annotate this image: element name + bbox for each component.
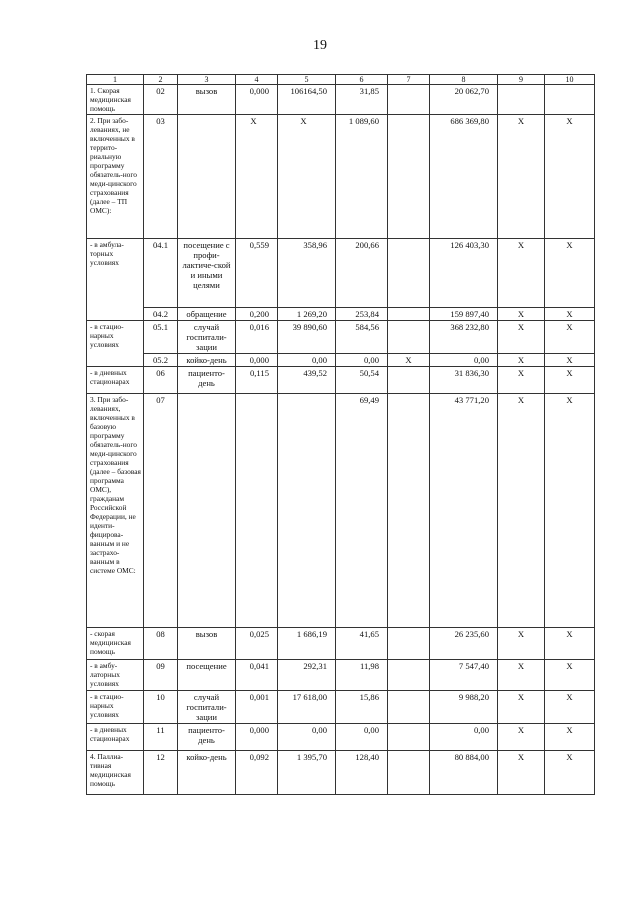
cell-row-number: 10 bbox=[144, 691, 178, 724]
cell-col8: 686 369,80 bbox=[430, 115, 498, 239]
cell-col5 bbox=[278, 394, 336, 628]
cell-row-number: 09 bbox=[144, 660, 178, 691]
table-row bbox=[87, 85, 595, 115]
cell-col5: 1 395,70 bbox=[278, 751, 336, 795]
cell-col6: 0,00 bbox=[336, 724, 388, 751]
cell-col8: 368 232,80 bbox=[430, 321, 498, 354]
cell-col6: 1 089,60 bbox=[336, 115, 388, 239]
cell-col6: 50,54 bbox=[336, 367, 388, 394]
cell-indicator: - в амбу-латорных условиях bbox=[87, 660, 144, 691]
cell-indicator: - в амбула-торных условиях bbox=[87, 239, 144, 321]
table-row bbox=[87, 751, 595, 795]
cell-col9: X bbox=[498, 308, 545, 321]
cell-row-number: 05.1 bbox=[144, 321, 178, 354]
cell-col4: 0,115 bbox=[236, 367, 278, 394]
cell-col4: 0,000 bbox=[236, 724, 278, 751]
cell-unit: койко-день bbox=[178, 751, 236, 795]
cell-col10: X bbox=[545, 628, 595, 660]
cell-row-number: 06 bbox=[144, 367, 178, 394]
cell-col7 bbox=[388, 628, 430, 660]
cell-row-number: 05.2 bbox=[144, 354, 178, 367]
cell-col10 bbox=[545, 85, 595, 115]
cell-col10: X bbox=[545, 724, 595, 751]
cell-col9: X bbox=[498, 354, 545, 367]
header-row bbox=[87, 75, 595, 85]
cell-indicator: - в дневных стационарах bbox=[87, 367, 144, 394]
cell-col8: 20 062,70 bbox=[430, 85, 498, 115]
cell-col5: X bbox=[278, 115, 336, 239]
table-row bbox=[87, 628, 595, 660]
cell-row-number: 04.1 bbox=[144, 239, 178, 308]
cell-unit: пациенто-день bbox=[178, 367, 236, 394]
cell-col9: X bbox=[498, 367, 545, 394]
cell-col8: 126 403,30 bbox=[430, 239, 498, 308]
table-row bbox=[87, 691, 595, 724]
cell-col5: 106164,50 bbox=[278, 85, 336, 115]
cell-col9: X bbox=[498, 751, 545, 795]
cell-col6: 200,66 bbox=[336, 239, 388, 308]
cell-col9: X bbox=[498, 628, 545, 660]
cell-col4: 0,092 bbox=[236, 751, 278, 795]
cell-col6: 41,65 bbox=[336, 628, 388, 660]
header-cell: 5 bbox=[278, 75, 336, 85]
cell-col4: 0,041 bbox=[236, 660, 278, 691]
cell-indicator: - в стацио-нарных условиях bbox=[87, 321, 144, 367]
cell-col5: 0,00 bbox=[278, 724, 336, 751]
cell-col7 bbox=[388, 394, 430, 628]
cell-col10: X bbox=[545, 354, 595, 367]
cell-unit bbox=[178, 394, 236, 628]
table-row bbox=[87, 239, 595, 308]
cell-indicator: - в дневных стационарах bbox=[87, 724, 144, 751]
cell-col8: 43 771,20 bbox=[430, 394, 498, 628]
cell-col8: 159 897,40 bbox=[430, 308, 498, 321]
header-cell: 2 bbox=[144, 75, 178, 85]
cell-col7 bbox=[388, 367, 430, 394]
cell-col7 bbox=[388, 724, 430, 751]
cell-unit: пациенто-день bbox=[178, 724, 236, 751]
table-row bbox=[87, 354, 595, 367]
header-cell: 6 bbox=[336, 75, 388, 85]
cell-col9: X bbox=[498, 239, 545, 308]
cell-row-number: 12 bbox=[144, 751, 178, 795]
cell-col9: X bbox=[498, 660, 545, 691]
cell-col4 bbox=[236, 394, 278, 628]
financing-table bbox=[86, 74, 595, 795]
cell-col7 bbox=[388, 660, 430, 691]
cell-unit: койко-день bbox=[178, 354, 236, 367]
header-cell: 8 bbox=[430, 75, 498, 85]
cell-col7 bbox=[388, 85, 430, 115]
cell-col5: 439,52 bbox=[278, 367, 336, 394]
cell-col6: 128,40 bbox=[336, 751, 388, 795]
cell-indicator: 3. При забо-леваниях, включенных в базовую программу обязатель-ного меди-цинского страхования (далее – базовая программа ОМС), гражданам Российской Федерации, не иденти-фицирова-ванным и не застрахо-ванным в системе ОМС: bbox=[87, 394, 144, 628]
cell-col6: 15,86 bbox=[336, 691, 388, 724]
header-cell: 10 bbox=[545, 75, 595, 85]
cell-col8: 31 836,30 bbox=[430, 367, 498, 394]
table-row bbox=[87, 321, 595, 354]
header-cell: 1 bbox=[87, 75, 144, 85]
cell-col9: X bbox=[498, 115, 545, 239]
table-row bbox=[87, 115, 595, 239]
table-row bbox=[87, 394, 595, 628]
table-row bbox=[87, 660, 595, 691]
cell-row-number: 02 bbox=[144, 85, 178, 115]
cell-col10: X bbox=[545, 367, 595, 394]
cell-col10: X bbox=[545, 751, 595, 795]
cell-col4: 0,016 bbox=[236, 321, 278, 354]
cell-col6: 11,98 bbox=[336, 660, 388, 691]
cell-col5: 358,96 bbox=[278, 239, 336, 308]
cell-col5: 0,00 bbox=[278, 354, 336, 367]
cell-col7: X bbox=[388, 354, 430, 367]
cell-col8: 0,00 bbox=[430, 354, 498, 367]
table-row bbox=[87, 308, 595, 321]
cell-indicator: - в стацио-нарных условиях bbox=[87, 691, 144, 724]
cell-unit: посещение с профи-лактиче-ской и иными целями bbox=[178, 239, 236, 308]
cell-col9: X bbox=[498, 394, 545, 628]
cell-col5: 1 686,19 bbox=[278, 628, 336, 660]
table-row bbox=[87, 724, 595, 751]
header-cell: 7 bbox=[388, 75, 430, 85]
cell-col8: 7 547,40 bbox=[430, 660, 498, 691]
cell-col4: 0,559 bbox=[236, 239, 278, 308]
cell-col8: 26 235,60 bbox=[430, 628, 498, 660]
cell-unit bbox=[178, 115, 236, 239]
cell-col6: 31,85 bbox=[336, 85, 388, 115]
cell-indicator: 2. При забо-леваниях, не включенных в террито-риальную программу обязатель-ного меди-цинского страхования (далее – ТП ОМС): bbox=[87, 115, 144, 239]
cell-col5: 39 890,60 bbox=[278, 321, 336, 354]
cell-unit: обращение bbox=[178, 308, 236, 321]
header-cell: 3 bbox=[178, 75, 236, 85]
cell-col4: 0,025 bbox=[236, 628, 278, 660]
cell-col4: 0,200 bbox=[236, 308, 278, 321]
cell-col10: X bbox=[545, 394, 595, 628]
header-cell: 4 bbox=[236, 75, 278, 85]
header-cell: 9 bbox=[498, 75, 545, 85]
cell-col8: 0,00 bbox=[430, 724, 498, 751]
cell-col9: X bbox=[498, 691, 545, 724]
cell-col10: X bbox=[545, 321, 595, 354]
cell-col4: 0,001 bbox=[236, 691, 278, 724]
cell-col5: 292,31 bbox=[278, 660, 336, 691]
cell-row-number: 03 bbox=[144, 115, 178, 239]
cell-col8: 80 884,00 bbox=[430, 751, 498, 795]
cell-col7 bbox=[388, 691, 430, 724]
cell-col10: X bbox=[545, 239, 595, 308]
cell-col9: X bbox=[498, 321, 545, 354]
cell-col10: X bbox=[545, 308, 595, 321]
cell-row-number: 04.2 bbox=[144, 308, 178, 321]
cell-col7 bbox=[388, 321, 430, 354]
cell-unit: случай госпитали-зации bbox=[178, 321, 236, 354]
cell-col7 bbox=[388, 239, 430, 308]
cell-col7 bbox=[388, 308, 430, 321]
cell-col6: 253,84 bbox=[336, 308, 388, 321]
cell-unit: посещение bbox=[178, 660, 236, 691]
cell-col7 bbox=[388, 115, 430, 239]
cell-indicator: 1. Скорая медицинская помощь bbox=[87, 85, 144, 115]
cell-row-number: 07 bbox=[144, 394, 178, 628]
cell-col5: 17 618,00 bbox=[278, 691, 336, 724]
cell-col5: 1 269,20 bbox=[278, 308, 336, 321]
cell-col10: X bbox=[545, 691, 595, 724]
cell-col9 bbox=[498, 85, 545, 115]
cell-unit: случай госпитали-зации bbox=[178, 691, 236, 724]
cell-col4: 0,000 bbox=[236, 354, 278, 367]
cell-indicator: 4. Паллиа-тивная медицинская помощь bbox=[87, 751, 144, 795]
cell-row-number: 08 bbox=[144, 628, 178, 660]
cell-col8: 9 988,20 bbox=[430, 691, 498, 724]
cell-col6: 0,00 bbox=[336, 354, 388, 367]
cell-col10: X bbox=[545, 115, 595, 239]
cell-col6: 69,49 bbox=[336, 394, 388, 628]
cell-col4: X bbox=[236, 115, 278, 239]
cell-col9: X bbox=[498, 724, 545, 751]
cell-indicator: - скорая медицинская помощь bbox=[87, 628, 144, 660]
cell-col10: X bbox=[545, 660, 595, 691]
cell-unit: вызов bbox=[178, 85, 236, 115]
cell-row-number: 11 bbox=[144, 724, 178, 751]
cell-col6: 584,56 bbox=[336, 321, 388, 354]
cell-unit: вызов bbox=[178, 628, 236, 660]
page-number: 19 bbox=[313, 38, 327, 53]
table-row bbox=[87, 367, 595, 394]
cell-col4: 0,000 bbox=[236, 85, 278, 115]
cell-col7 bbox=[388, 751, 430, 795]
